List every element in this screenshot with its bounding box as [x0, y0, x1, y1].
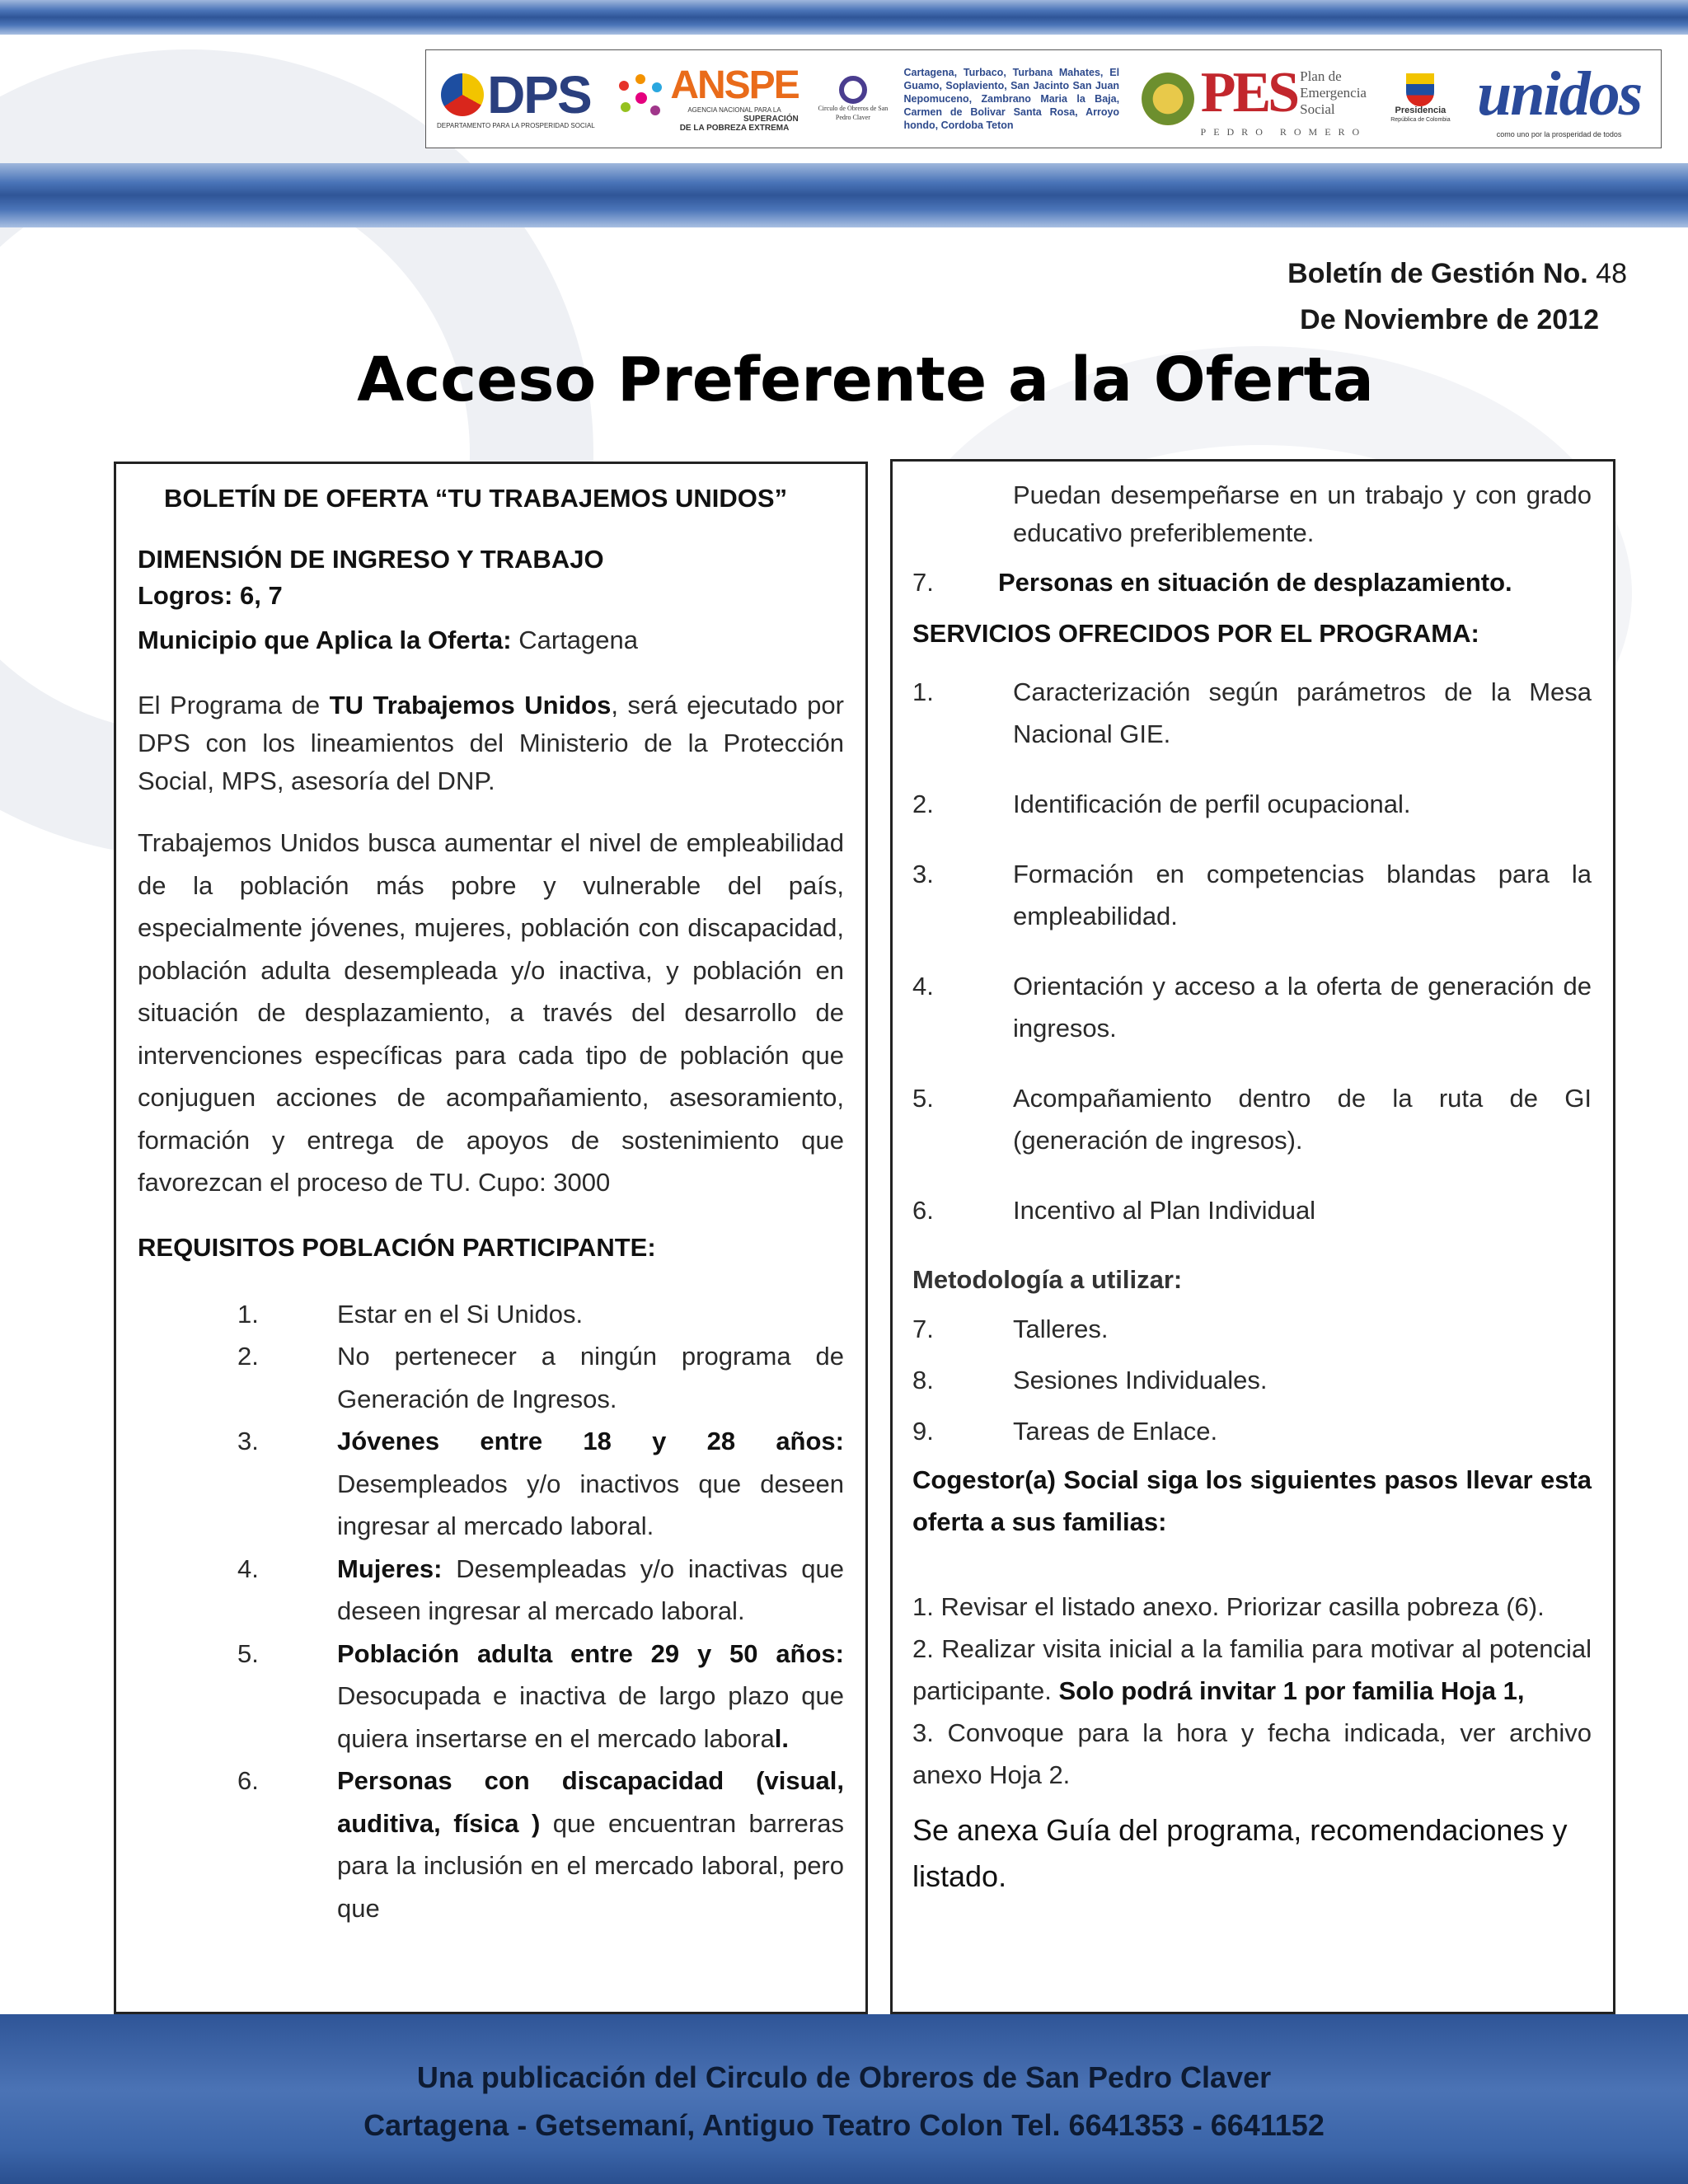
requirement-number: 4.	[237, 1554, 259, 1583]
dps-logo-sub: DEPARTAMENTO PARA LA PROSPERIDAD SOCIAL	[437, 121, 595, 129]
pes-side-2: Emergencia	[1300, 84, 1367, 101]
dimension-heading: DIMENSIÓN DE INGRESO Y TRABAJO	[138, 545, 604, 574]
methodology-number: 7.	[912, 1315, 934, 1343]
bulletin-label: Boletín de Gestión No.	[1287, 258, 1588, 289]
requirement-item	[138, 1760, 844, 1929]
requirement-text	[337, 1293, 844, 1336]
footer-address: Cartagena - Getsemaní, Antiguo Teatro Colon Tel. 6641353 - 6641152	[363, 2108, 1325, 2142]
requirement-number: 3.	[237, 1427, 259, 1455]
services-list	[912, 671, 1592, 1231]
requirement-body: No pertenecer a ningún programa de Generación de Ingresos.	[337, 1342, 844, 1413]
methodology-number: 8.	[912, 1366, 934, 1394]
requirement-number: 5.	[237, 1638, 259, 1668]
requirements-list	[138, 1293, 844, 1930]
requirement-item	[138, 1548, 844, 1633]
program-paragraph-a: El Programa de	[138, 691, 330, 719]
service-item	[912, 1077, 1592, 1161]
pes-logo-text: PES	[1200, 60, 1297, 124]
methodology-text: Tareas de Enlace.	[1013, 1417, 1218, 1446]
requirement-item	[138, 1420, 844, 1548]
requirement-body: que encuentran barreras para la inclusión en el mercado laboral, pero que	[337, 1808, 844, 1923]
requirement-item	[138, 1633, 844, 1760]
requirement-7-text: Personas en situación de desplazamiento.	[998, 568, 1512, 597]
left-column	[114, 462, 868, 2014]
service-number: 4.	[912, 972, 934, 1001]
footer	[0, 2014, 1688, 2184]
anspe-sub-2: SUPERACIÓN	[743, 114, 799, 124]
service-text: Caracterización según parámetros de la Mesa Nacional GIE.	[1013, 677, 1592, 748]
step-1: 1. Revisar el listado anexo. Priorizar casilla pobreza (6).	[912, 1592, 1545, 1621]
requirement-body: Desempleados y/o inactivos que deseen ingresar al mercado laboral.	[337, 1469, 844, 1540]
bulletin-meta	[1287, 251, 1627, 343]
step-3: 3. Convoque para la hora y fecha indicada, ver archivo anexo Hoja 2.	[912, 1718, 1592, 1789]
step-2	[912, 1628, 1592, 1712]
methodology-item	[912, 1304, 1592, 1355]
municipio-line	[138, 619, 844, 662]
step-2-text: 2. Realizar visita inicial a la familia para motivar al potencial participante.	[912, 1634, 1592, 1705]
anspe-sub-3: DE LA POBREZA EXTREMA	[679, 123, 790, 133]
service-item	[912, 853, 1592, 937]
service-item	[912, 671, 1592, 755]
bulletin-number-line	[1287, 251, 1627, 297]
requirement-number: 2.	[237, 1342, 259, 1371]
methodology-item	[912, 1355, 1592, 1406]
service-text: Orientación y acceso a la oferta de generación de ingresos.	[1013, 972, 1592, 1043]
service-number: 3.	[912, 860, 934, 888]
pedro-romero-seal-icon	[1142, 73, 1194, 125]
header-band	[0, 163, 1688, 227]
methodology-text: Sesiones Individuales.	[1013, 1366, 1268, 1394]
service-number: 2.	[912, 790, 934, 818]
right-column	[890, 459, 1615, 2014]
requirement-item	[138, 1293, 844, 1336]
methodology-text: Talleres.	[1013, 1315, 1109, 1343]
circulo-icon	[839, 76, 867, 104]
dps-logo-text: DPS	[487, 64, 591, 124]
step-2-bold: Solo podrá invitar 1 por familia Hoja 1,	[1058, 1676, 1525, 1705]
methodology-number: 9.	[912, 1417, 934, 1446]
services-heading: SERVICIOS OFRECIDOS POR EL PROGRAMA:	[912, 619, 1479, 648]
requirement-body: Estar en el Si Unidos.	[337, 1299, 584, 1329]
logros-line: Logros: 6, 7	[138, 581, 283, 610]
service-text: Incentivo al Plan Individual	[1013, 1196, 1316, 1225]
requirement-number: 6.	[237, 1766, 259, 1795]
dps-icon	[441, 73, 484, 116]
anspe-star-icon	[614, 73, 667, 125]
program-name: TU Trabajemos Unidos	[329, 691, 612, 719]
requirement-body: Desempleadas y/o inactivas que deseen ingresar al mercado laboral.	[337, 1554, 844, 1625]
service-item	[912, 1189, 1592, 1231]
program-paragraph	[138, 687, 844, 800]
requirement-text	[337, 1760, 844, 1929]
offer-heading: BOLETÍN DE OFERTA “TU TRABAJEMOS UNIDOS”	[164, 484, 788, 513]
requirement-7-number: 7.	[912, 568, 934, 597]
circulo-logo-sub: Circulo de Obreros de San Pedro Claver	[818, 105, 889, 121]
service-item	[912, 783, 1592, 825]
requirement-end: l.	[774, 1723, 789, 1753]
methodology-list	[912, 1304, 1592, 1457]
requirement-text	[337, 1335, 844, 1420]
bulletin-number: 48	[1596, 258, 1627, 289]
footer-publisher: Una publicación del Circulo de Obreros de San Pedro Claver	[416, 2060, 1272, 2094]
requirement-text	[337, 1633, 844, 1760]
requirement-bold: Jóvenes entre 18 y 28 años:	[337, 1427, 844, 1455]
service-text: Formación en competencias blandas para la empleabilidad.	[1013, 860, 1592, 930]
pes-bottom-text: PEDRO ROMERO	[1200, 125, 1367, 138]
requirement-bold: Personas con discapacidad (visual, auditiva, física )	[337, 1766, 844, 1838]
requirement-bold: Población adulta entre 29 y 50 años:	[337, 1638, 844, 1668]
requirements-heading: REQUISITOS POBLACIÓN PARTICIPANTE:	[138, 1232, 656, 1262]
anspe-logo	[611, 50, 803, 148]
bulletin-date: De Noviembre de 2012	[1300, 304, 1599, 335]
service-item	[912, 965, 1592, 1049]
requirement-body: Desocupada e inactiva de largo plazo que quiera insertarse en el mercado labora	[337, 1681, 844, 1753]
dps-logo	[436, 50, 596, 148]
description-paragraph: Trabajemos Unidos busca aumentar el nivel de empleabilidad de la población más pobre y vulnerable del país, especialmente jóvenes, mujeres, población con discapacidad, población adulta desempleada y/o inactiva, y población en situación de desplazamiento, a través del desarrollo de intervenciones específicas para cada tipo de población que conjuguen acciones de acompañamiento, asesoramiento, formación y entrega de apoyos de sostenimiento que favorezcan el proceso de TU. Cupo: 3000	[138, 828, 844, 1197]
service-number: 1.	[912, 677, 934, 706]
anspe-sub-1: AGENCIA NACIONAL PARA LA	[687, 105, 781, 114]
anspe-logo-text: ANSPE	[670, 63, 799, 107]
service-text: Acompañamiento dentro de la ruta de GI (generación de ingresos).	[1013, 1084, 1592, 1155]
unidos-logo	[1467, 50, 1651, 148]
coat-of-arms-icon	[1406, 73, 1434, 106]
requirement-number: 1.	[237, 1299, 259, 1329]
service-text: Identificación de perfil ocupacional.	[1013, 790, 1411, 818]
pes-logo	[1134, 50, 1374, 148]
requirement-bold: Mujeres:	[337, 1554, 443, 1583]
service-number: 5.	[912, 1084, 934, 1113]
presidencia-logo	[1389, 50, 1453, 148]
presidencia-sub: República de Colombia	[1390, 117, 1451, 123]
program-paragraph-c: , será ejecutado por DPS con los lineamientos del Ministerio de la Protección Social, MPS, asesoría del DNP.	[138, 691, 844, 795]
unidos-logo-sub: como uno por la prosperidad de todos	[1496, 130, 1622, 138]
requirement-text	[337, 1548, 844, 1633]
pes-side-1: Plan de	[1300, 68, 1342, 84]
methodology-item	[912, 1406, 1592, 1457]
pes-side-3: Social	[1300, 101, 1335, 117]
cogestor-instructions: Cogestor(a) Social siga los siguientes pasos llevar esta oferta a sus familias:	[912, 1465, 1592, 1536]
requirement-6-continuation: Puedan desempeñarse en un trabajo y con grado educativo preferiblemente.	[1013, 480, 1592, 547]
circulo-logo	[817, 50, 889, 148]
service-number: 6.	[912, 1196, 934, 1225]
presidencia-text: Presidencia	[1395, 105, 1447, 115]
municipio-label: Municipio que Aplica la Oferta:	[138, 626, 512, 654]
requirement-item	[138, 1335, 844, 1420]
unidos-logo-text: unidos	[1476, 59, 1642, 129]
page-title: Acceso Preferente a la Oferta	[357, 344, 1374, 415]
top-band	[0, 0, 1688, 35]
methodology-heading: Metodología a utilizar:	[912, 1265, 1183, 1294]
annex-note: Se anexa Guía del programa, recomendaciones y listado.	[912, 1813, 1568, 1893]
logo-strip	[425, 49, 1662, 148]
municipio-value: Cartagena	[511, 626, 638, 654]
requirement-text	[337, 1420, 844, 1548]
municipalities-list: Cartagena, Turbaco, Turbana Mahates, El Guamo, Soplaviento, San Jacinto San Juan Nepomuceno, Zambrano Maria la Baja, Carmen de Bolivar Santa Rosa, Arroyo hondo, Cordoba Teton	[903, 67, 1120, 131]
requirement-7	[912, 562, 1592, 603]
